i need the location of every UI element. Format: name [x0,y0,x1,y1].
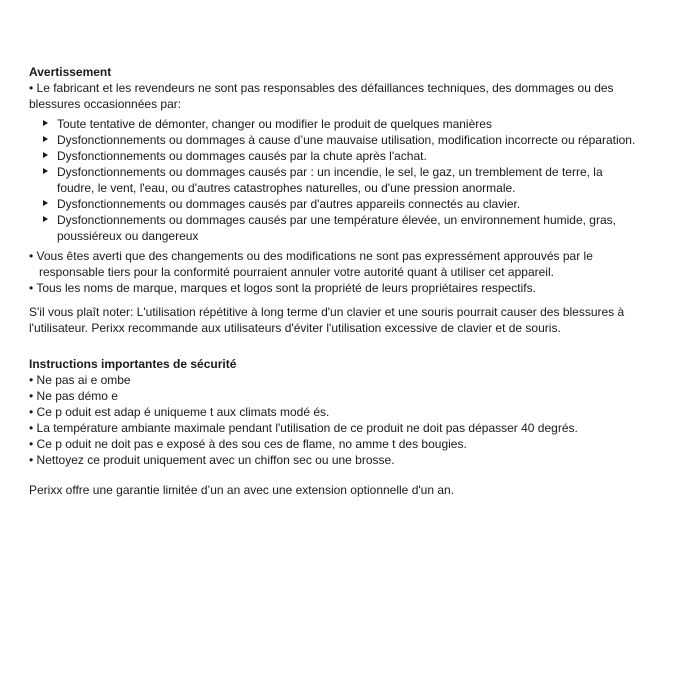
list-item [29,212,639,244]
list-item-text: Dysfonctionnements ou dommages à cause d’une mauvaise utilisation, modification incorrecte ou réparation. [57,133,636,147]
safety-item: • La température ambiante maximale pendant l'utilisation de ce produit ne doit pas dépasser 40 degrés. [29,421,578,435]
list-item-text: Dysfonctionnements ou dommages causés par la chute après l'achat. [57,149,427,163]
safety-item: • Ce p oduit ne doit pas e exposé à des sou ces de flame, no amme t des bougies. [29,437,467,451]
trademark-notice: • Tous les noms de marque, marques et logos sont la propriété de leurs propriétaires respectifs. [29,281,536,295]
safety-heading: Instructions importantes de sécurité [29,357,237,371]
usage-note: S'il vous plaît noter: L'utilisation répétitive à long terme d'un clavier et une souris pourrait causer des blessures à l'utilisateur. Perixx recommande aux utilisateurs d'éviter l'utilisation excessive de clavier et de souris. [29,305,625,335]
safety-item: • Ne pas ai e ombe [29,373,131,387]
list-item [29,164,639,196]
list-item-text: Dysfonctionnements ou dommages causés par : un incendie, le sel, le gaz, un tremblement de terre, la foudre, le vent, l'eau, ou d'autres catastrophes naturelles, ou d'une pression anormale. [57,165,603,195]
list-item-text: Dysfonctionnements ou dommages causés par une température élevée, un environnement humide, gras, poussiéreux ou dangereux [57,213,616,243]
list-item [29,132,639,148]
safety-item: • Nettoyez ce produit uniquement avec un chiffon sec ou une brosse. [29,453,395,467]
safety-item: • Ce p oduit est adap é uniqueme t aux climats modé és. [29,405,330,419]
arrow-bullet-icon [43,216,48,222]
arrow-bullet-icon [43,136,48,142]
arrow-bullet-icon [43,200,48,206]
warning-intro: • Le fabricant et les revendeurs ne sont pas responsables des défaillances techniques, des dommages ou des blessures occasionnées par: [29,81,614,111]
manual-page [29,64,639,498]
list-item-text: Dysfonctionnements ou dommages causés par d'autres appareils connectés au clavier. [57,197,521,211]
safety-item: • Ne pas démo e [29,389,118,403]
warning-heading: Avertissement [29,65,112,79]
arrow-bullet-icon [43,152,48,158]
list-item [29,148,639,164]
arrow-bullet-icon [43,120,48,126]
warranty-text: Perixx offre une garantie limitée d’un an avec une extension optionnelle d'un an. [29,483,455,497]
list-item-text: Toute tentative de démonter, changer ou modifier le produit de quelques manières [57,117,492,131]
liability-list [29,116,639,244]
list-item [29,116,639,132]
modification-notice: • Vous êtes averti que des changements ou des modifications ne sont pas expressément approuvés par le responsable tiers pour la conformité pourraient annuler votre autorité quant à utiliser cet appareil. [29,249,593,279]
arrow-bullet-icon [43,168,48,174]
list-item [29,196,639,212]
